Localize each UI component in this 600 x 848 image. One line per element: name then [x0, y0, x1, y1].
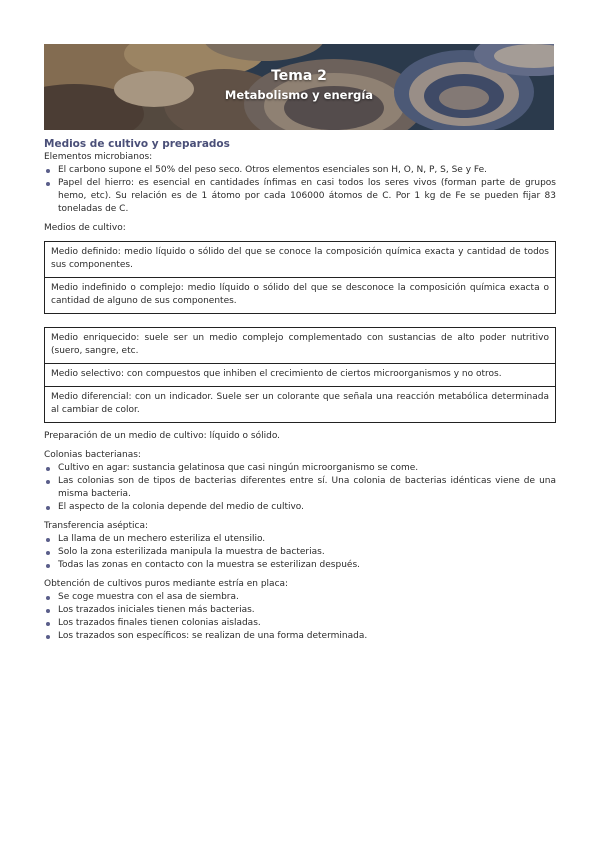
list-item: Las colonias son de tipos de bacterias diferentes entre sí. Una colonia de bacterias idénticas viene de una misma bacteria.	[44, 475, 556, 501]
table-row: Medio definido: medio líquido o sólido del que se conoce la composición química exacta y cantidad de todos sus componentes.	[51, 247, 549, 270]
pure-culture-intro: Obtención de cultivos puros mediante estría en placa:	[44, 579, 289, 589]
list-item: Se coge muestra con el asa de siembra.	[44, 591, 556, 604]
media-table-1	[44, 241, 556, 314]
elements-intro: Elementos microbianos:	[44, 152, 153, 162]
list-item: El aspecto de la colonia depende del medio de cultivo.	[44, 501, 556, 514]
topic-title: Tema 2	[271, 68, 327, 84]
list-item: Solo la zona esterilizada manipula la muestra de bacterias.	[44, 546, 556, 559]
content	[44, 137, 556, 643]
list-item: Papel del hierro: es esencial en cantidades ínfimas en casi todos los seres vivos (forman parte de grupos hemo, etc). Su relación es de 1 átomo por cada 106000 átomos de C. Por 1 kg de Fe se pueden fijar 83 toneladas de C.	[44, 177, 556, 216]
list-item: La llama de un mechero esteriliza el utensilio.	[44, 533, 556, 546]
fungi-photo	[44, 44, 554, 130]
table-row: Medio indefinido o complejo: medio líquido o sólido del que se desconoce la composición química exacta o cantidad de alguno de sus componentes.	[45, 277, 555, 313]
table-row: Medio selectivo: con compuestos que inhiben el crecimiento de ciertos microorganismos y no otros.	[45, 363, 555, 386]
aseptic-intro: Transferencia aséptica:	[44, 521, 149, 531]
colonies-intro: Colonias bacterianas:	[44, 450, 141, 460]
elements-list	[44, 164, 556, 216]
media-table-2	[44, 327, 556, 423]
section-heading: Medios de cultivo y preparados	[44, 138, 230, 150]
list-item: El carbono supone el 50% del peso seco. Otros elementos esenciales son H, O, N, P, S, Se y Fe.	[44, 164, 556, 177]
preparation-text: Preparación de un medio de cultivo: líquido o sólido.	[44, 431, 281, 441]
list-item: Los trazados finales tienen colonias aisladas.	[44, 617, 556, 630]
colonies-list	[44, 462, 556, 514]
header-banner	[44, 44, 554, 130]
topic-subtitle: Metabolismo y energía	[224, 88, 374, 102]
table-row: Medio diferencial: con un indicador. Suele ser un colorante que señala una reacción metabólica determinada al cambiar de color.	[45, 386, 555, 422]
aseptic-list	[44, 533, 556, 572]
list-item: Los trazados son específicos: se realizan de una forma determinada.	[44, 630, 556, 643]
list-item: Cultivo en agar: sustancia gelatinosa que casi ningún microorganismo se come.	[44, 462, 556, 475]
list-item: Los trazados iniciales tienen más bacterias.	[44, 604, 556, 617]
table-row: Medio enriquecido: suele ser un medio complejo complementado con sustancias de alto poder nutritivo (suero, sangre, etc.	[51, 333, 549, 356]
pure-culture-list	[44, 591, 556, 643]
media-intro: Medios de cultivo:	[44, 223, 126, 233]
list-item: Todas las zonas en contacto con la muestra se esterilizan después.	[44, 559, 556, 572]
